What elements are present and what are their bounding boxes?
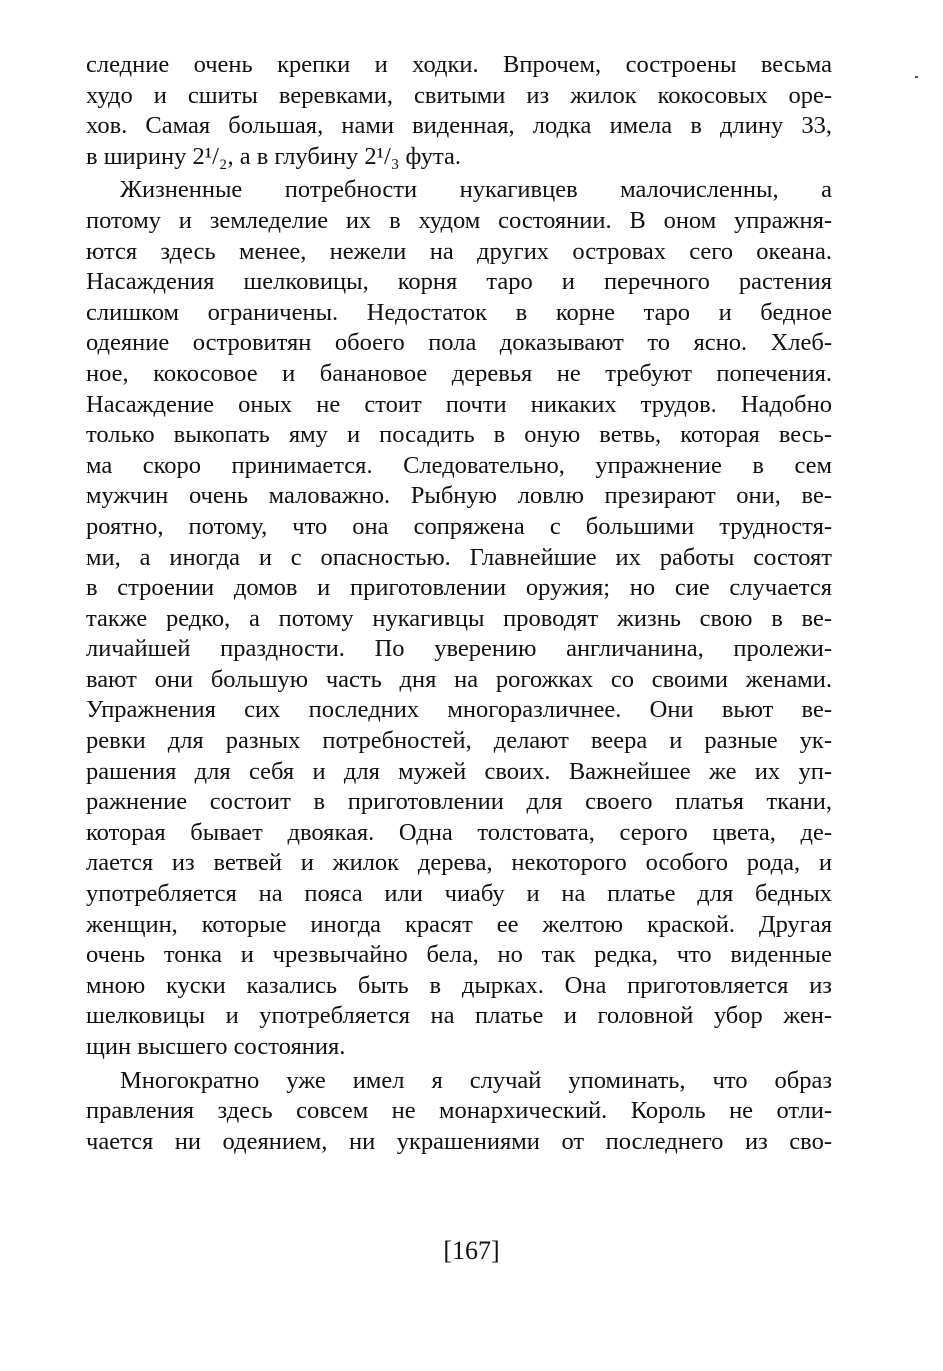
text-line: шелковицы и употребляется на платье и головной убор жен-: [86, 1002, 832, 1030]
text-line: рашения для себя и для мужей своих. Важнейшее же их уп-: [86, 757, 832, 785]
text-line: правления здесь совсем не монархический. Король не отли-: [86, 1097, 832, 1125]
text-line: личайшей праздности. По уверению англичанина, пролежи-: [86, 635, 832, 663]
text-line: женщин, которые иногда красят ее желтою краской. Другая: [86, 910, 832, 938]
page-number: [167]: [443, 1236, 500, 1265]
text-line: Насаждения шелковицы, корня таро и перечного растения: [86, 268, 832, 296]
text-line: лается из ветвей и жилок дерева, некоторого особого рода, и: [86, 849, 832, 877]
text-line: Насаждение оных не стоит почти никаких трудов. Надобно: [86, 390, 832, 418]
paragraph-3: [86, 1066, 832, 1158]
text-line: ражнение состоит в приготовлении для своего платья ткани,: [86, 788, 832, 816]
text-line: ревки для разных потребностей, делают веера и разные ук-: [86, 727, 832, 755]
text-line: которая бывает двоякая. Одна толстовата, серого цвета, де-: [86, 818, 832, 846]
paragraph-1: [86, 50, 832, 172]
text-line: только выкопать яму и посадить в оную ветвь, которая весь-: [86, 421, 832, 449]
text-line: следние очень крепки и ходки. Впрочем, состроены весьма: [86, 51, 832, 78]
text-line: ются здесь менее, нежели на других островах сего океана.: [86, 237, 832, 265]
text-line: Многократно уже имел я случай упоминать, что образ: [120, 1066, 832, 1094]
text-line: мною куски казались быть в дырках. Она приготовляется из: [86, 971, 832, 999]
text-line: хов. Самая большая, нами виденная, лодка имела в длину 33,: [86, 112, 832, 140]
body-text: [86, 50, 832, 1157]
text-line: в ширину 2¹/₂, а в глубину 2¹/₃ фута.: [86, 142, 462, 170]
text-line: ное, кокосовое и банановое деревья не требуют попечения.: [86, 359, 832, 387]
text-line: в строении домов и приготовлении оружия; но сие случается: [86, 574, 832, 602]
text-line: ма скоро принимается. Следовательно, упражнение в сем: [86, 451, 832, 479]
text-line: Упражнения сих последних многоразличнее. Они вьют ве-: [86, 696, 832, 724]
text-line: роятно, потому, что она сопряжена с большими трудностя-: [86, 512, 832, 540]
text-line: щин высшего состояния.: [86, 1033, 346, 1060]
text-line: очень тонка и чрезвычайно бела, но так редка, что виденные: [86, 941, 832, 969]
text-line: употребляется на пояса или чиабу и на платье для бедных: [86, 880, 832, 908]
text-line: мужчин очень маловажно. Рыбную ловлю презирают они, ве-: [86, 482, 832, 510]
text-line: Жизненные потребности нукагивцев малочисленны, а: [120, 176, 832, 204]
text-line: слишком ограничены. Недостаток в корне таро и бедное: [86, 298, 832, 326]
text-line: чается ни одеянием, ни украшениями от последнего из сво-: [86, 1127, 832, 1155]
text-line: вают они большую часть дня на рогожках со своими женами.: [86, 665, 832, 693]
text-line: худо и сшиты веревками, свитыми из жилок кокосовых оре-: [86, 81, 832, 109]
text-line: потому и земледелие их в худом состоянии. В оном упражня-: [86, 206, 832, 234]
margin-mark: [915, 76, 918, 78]
paragraph-2: [86, 175, 832, 1062]
text-line: также редко, а потому нукагивцы проводят жизнь свою в ве-: [86, 604, 832, 632]
text-line: ми, а иногда и с опасностью. Главнейшие их работы состоят: [86, 543, 832, 571]
text-line: одеяние островитян обоего пола доказывают то ясно. Хлеб-: [86, 329, 832, 357]
